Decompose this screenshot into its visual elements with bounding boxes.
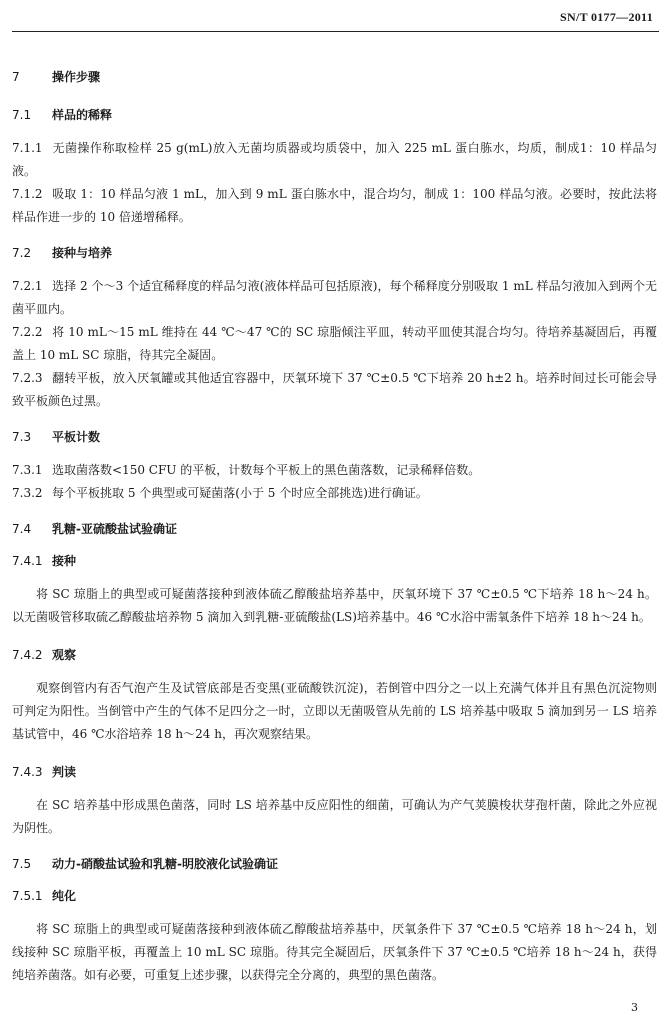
section-heading-7: 7 操作步骤: [12, 70, 101, 84]
section-heading-7-3: 7.3 平板计数: [12, 430, 101, 444]
clause-7-4-2-text: 观察倒管内有否气泡产生及试管底部是否变黑(亚硫酸铁沉淀)，若倒管中四分之一以上充满气体并且有黑色沉淀物则可判定为阳性。当倒管中产生的气体不足四分之一时，立即以无菌吸管从先前的 LS 培养基中吸取 5 滴加到另一 LS 培养基试管中，46 ℃水浴培养 18 h～24 h，再次观察结果。: [12, 681, 657, 741]
document-id: SN/T 0177—2011: [560, 10, 653, 24]
section-heading-7-1: 7.1 样品的稀释: [12, 108, 113, 122]
section-heading-7-5-1: 7.5.1 纯化: [12, 889, 77, 903]
clause-7-3-2: 7.3.2 每个平板挑取 5 个典型或可疑菌落(小于 5 个时应全部挑选)进行确证。: [12, 486, 428, 500]
clause-7-2-3: 7.2.3 翻转平板，放入厌氧罐或其他适宜容器中，厌氧环境下 37 ℃±0.5 ℃下培养 20 h±2 h。培养时间过长可能会导致平板颜色过黑。: [12, 371, 657, 408]
section-heading-7-5: 7.5 动力-硝酸盐试验和乳糖-明胶液化试验确证: [12, 857, 278, 871]
section-heading-7-4-3: 7.4.3 判读: [12, 765, 77, 779]
clause-7-2-1: 7.2.1 选择 2 个～3 个适宜稀释度的样品匀液(液体样品可包括原液)，每个稀释度分别吸取 1 mL 样品匀液加入到两个无菌平皿内。: [12, 279, 657, 316]
clause-7-4-1-text: 将 SC 琼脂上的典型或可疑菌落接种到液体硫乙醇酸盐培养基中，厌氧环境下 37 ℃±0.5 ℃下培养 18 h～24 h。以无菌吸管移取硫乙醇酸盐培养物 5 滴加入到乳糖-亚硫酸盐(LS)培养基中。46 ℃水浴中需氧条件下培养 18 h～24 h。: [12, 587, 657, 624]
document-body: [12, 67, 657, 987]
clause-7-1-1: 7.1.1 无菌操作称取检样 25 g(mL)放入无菌均质器或均质袋中，加入 225 mL 蛋白胨水，均质，制成1：10 样品匀液。: [12, 141, 657, 178]
clause-7-3-1: 7.3.1 选取菌落数<150 CFU 的平板，计数每个平板上的黑色菌落数，记录稀释倍数。: [12, 463, 481, 477]
section-heading-7-4-2: 7.4.2 观察: [12, 648, 77, 662]
section-heading-7-2: 7.2 接种与培养: [12, 246, 113, 260]
section-heading-7-4-1: 7.4.1 接种: [12, 554, 77, 568]
clause-7-4-3-text: 在 SC 培养基中形成黑色菌落，同时 LS 培养基中反应阳性的细菌，可确认为产气荚膜梭状芽孢杆菌，除此之外应视为阴性。: [12, 798, 657, 835]
clause-7-5-1-text: 将 SC 琼脂上的典型或可疑菌落接种到液体硫乙醇酸盐培养基中，厌氧条件下 37 ℃±0.5 ℃培养 18 h～24 h，划线接种 SC 琼脂平板，再覆盖上 10 mL SC 琼脂。待其完全凝固后，厌氧条件下 37 ℃±0.5 ℃培养 18 h～24 h，获得纯培养菌落。如有必要，可重复上述步骤，以获得完全分离的，典型的黑色菌落。: [12, 922, 657, 982]
header-rule: [12, 31, 659, 32]
section-heading-7-4: 7.4 乳糖-亚硫酸盐试验确证: [12, 522, 177, 536]
clause-7-1-2: 7.1.2 吸取 1：10 样品匀液 1 mL，加入到 9 mL 蛋白胨水中，混合均匀，制成 1：100 样品匀液。必要时，按此法将样品作进一步的 10 倍递增稀释。: [12, 187, 657, 224]
page-number: 3: [631, 1001, 638, 1014]
clause-7-2-2: 7.2.2 将 10 mL～15 mL 维持在 44 ℃～47 ℃的 SC 琼脂倾注平皿，转动平皿使其混合均匀。待培养基凝固后，再覆盖上 10 mL SC 琼脂，待其完全凝固。: [12, 325, 657, 362]
